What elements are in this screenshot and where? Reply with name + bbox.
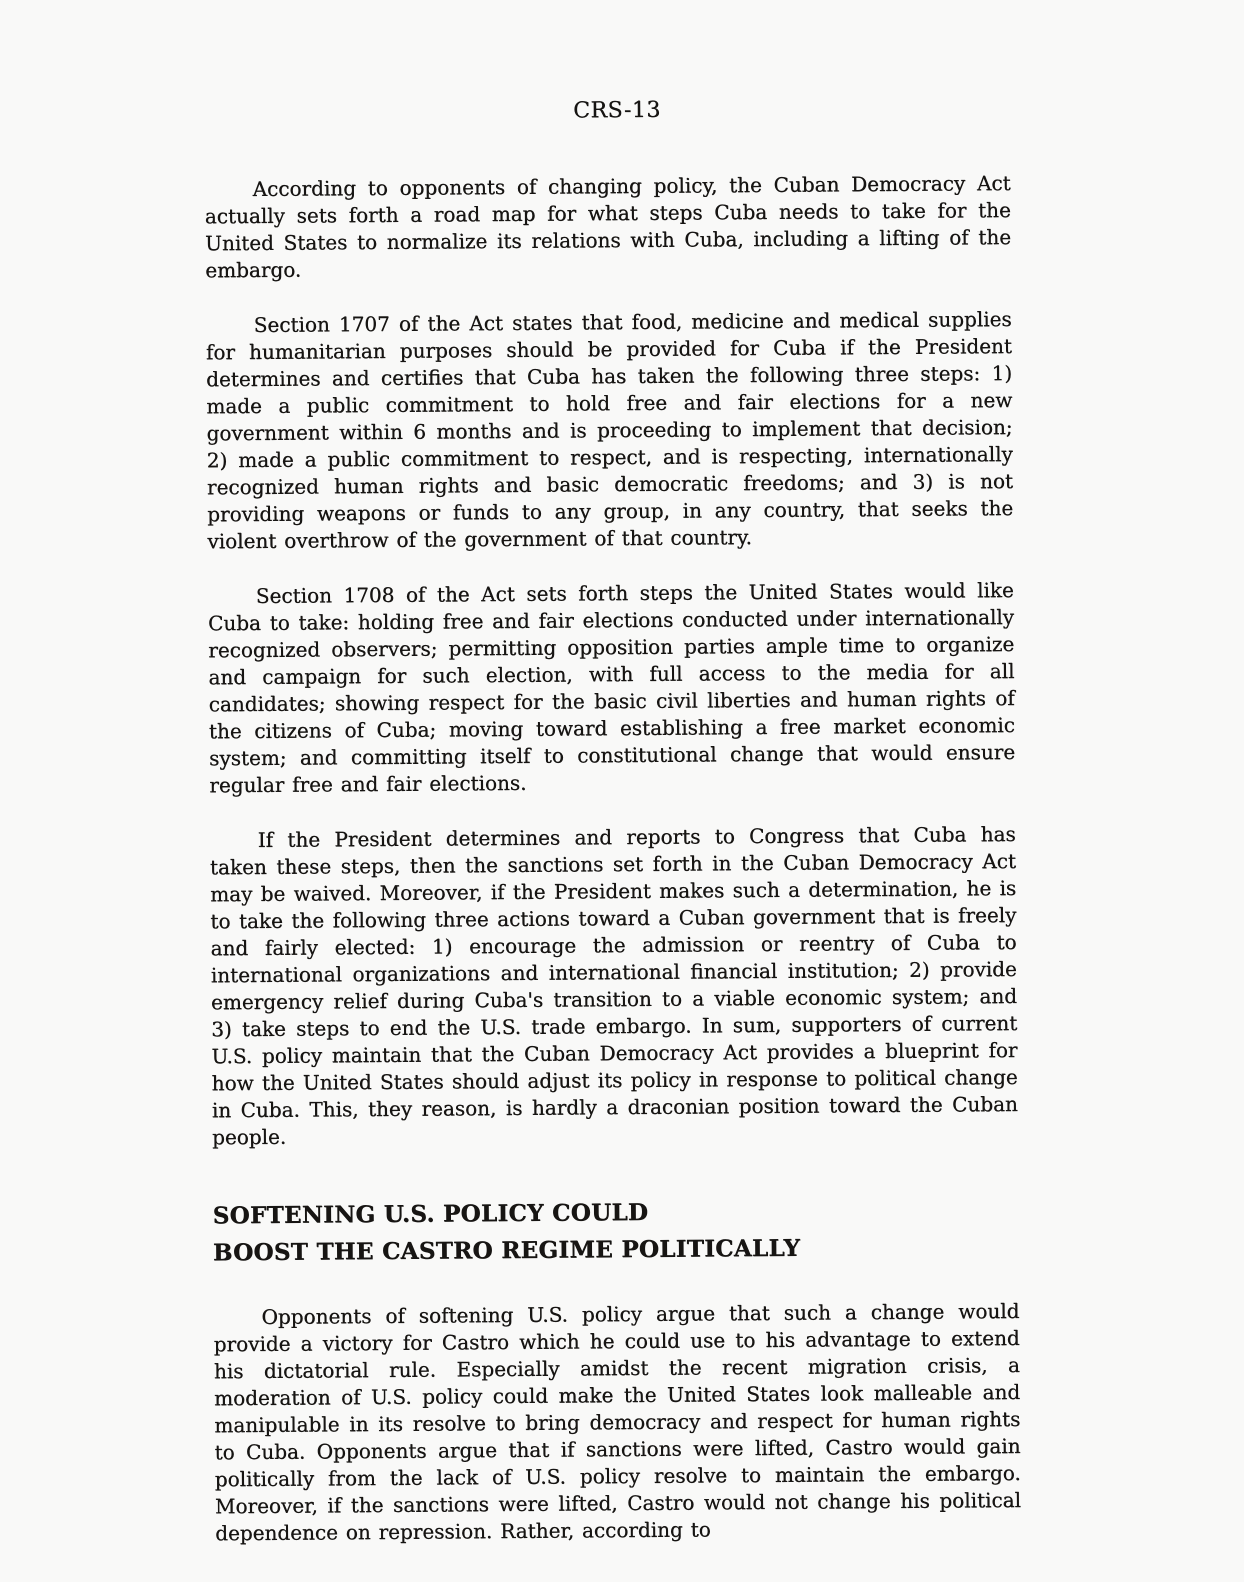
document-body (205, 170, 1022, 1547)
section-heading-line-1: SOFTENING U.S. POLICY COULD (212, 1198, 649, 1230)
paragraph-section-1708: Section 1708 of the Act sets forth steps the United States would like Cuba to take: holding free and fair elections conducted under internationally recognized observers; permitting opposition parties ample time to organize and campaign for such election, with full access to the media for all candidates; showing respect for the basic civil liberties and human rights of the citizens of Cuba; moving toward establishing a free market economic system; and committing itself to constitutional change that would ensure regular free and fair elections. (207, 577, 1016, 798)
paragraph-opponents-of-softening: Opponents of softening U.S. policy argue that such a change would provide a victory for Castro which he could use to his advantage to extend his dictatorial rule. Especially amidst the recent migration crisis, a moderation of U.S. policy could make the United States look malleable and manipulable in its resolve to bring democracy and respect for human rights to Cuba. Opponents argue that if sanctions were lifted, Castro would gain politically from the lack of U.S. policy resolve to maintain the embargo. Moreover, if the sanctions were lifted, Castro would not change his political dependence on repression. Rather, according to (213, 1298, 1022, 1546)
page-number: CRS-13 (573, 97, 661, 124)
section-heading (213, 1191, 1020, 1271)
paragraph-according-to-opponents: According to opponents of changing policy, the Cuban Democracy Act actually sets forth a road map for what steps Cuba needs to take for the United States to normalize its relations with Cuba, including a lifting of the embargo. (204, 170, 1012, 283)
paragraph-section-1707: Section 1707 of the Act states that food, medicine and medical supplies for humanitarian purposes should be provided for Cuba if the President determines and certifies that Cuba has taken the following three steps: 1) made a public commitment to hold free and fair elections for a new government within 6 months and is proceeding to implement that decision; 2) made a public commitment to respect, and is respecting, internationally recognized human rights and basic democratic freedoms; and 3) is not providing weapons or funds to any group, in any country, that seeks the violent overthrow of the government of that country. (205, 306, 1014, 554)
paragraph-president-determines: If the President determines and reports to Congress that Cuba has taken these steps, then the sanctions set forth in the Cuban Democracy Act may be waived. Moreover, if the President makes such a determination, he is to take the following three actions toward a Cuban government that is freely and fairly elected: 1) encourage the admission or reentry of Cuba to international organizations and international financial institution; 2) provide emergency relief during Cuba's transition to a viable economic system; and 3) take steps to end the U.S. trade embargo. In sum, supporters of current U.S. policy maintain that the Cuban Democracy Act provides a blueprint for how the United States should adjust its policy in response to political change in Cuba. This, they reason, is hardly a draconian position toward the Cuban people. (209, 821, 1018, 1150)
section-heading-line-2: BOOST THE CASTRO REGIME POLITICALLY (212, 1234, 801, 1267)
